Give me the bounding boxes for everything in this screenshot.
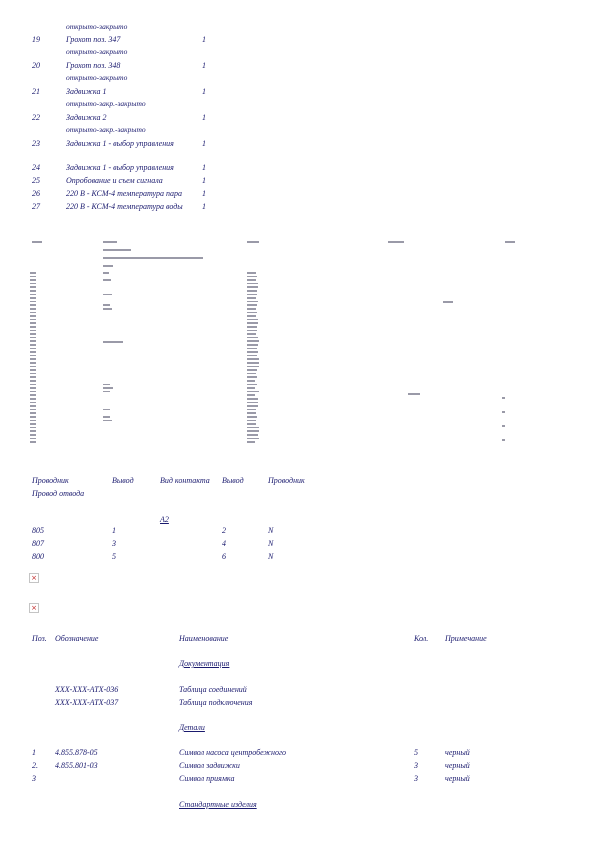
header-position: Поз. <box>32 634 47 643</box>
list-row-num: 23 <box>32 139 40 148</box>
list-first-subline: открыто-закрыто <box>66 22 128 31</box>
illegible-text-mark <box>30 384 36 386</box>
list-row-name: 220 В - КСМ-4 температура пара <box>66 189 182 198</box>
conn-row-out2: 2 <box>222 526 226 535</box>
illegible-text-mark <box>103 420 112 422</box>
list-row-num: 22 <box>32 113 40 122</box>
doc-code: ХХХ-ХХХ-АТХ-036 <box>55 685 119 694</box>
illegible-text-mark <box>30 416 36 418</box>
illegible-text-mark <box>247 322 258 324</box>
header-wire-2: Проводник <box>268 476 305 485</box>
illegible-text-mark <box>103 341 123 343</box>
illegible-text-mark <box>247 294 257 296</box>
section-parts: Детали <box>179 723 205 732</box>
part-note: черный <box>445 774 470 783</box>
illegible-text-mark <box>247 297 256 299</box>
illegible-text-mark <box>30 434 36 436</box>
part-position: 1 <box>32 748 36 757</box>
conn-row-wire2: N <box>268 526 274 535</box>
illegible-text-mark <box>30 315 36 317</box>
illegible-text-mark <box>103 384 110 386</box>
illegible-text-mark <box>103 249 131 251</box>
broken-image-icon: × <box>29 573 39 583</box>
list-row-name: Задвижка 1 <box>66 87 107 96</box>
illegible-text-mark <box>247 326 257 328</box>
illegible-text-mark <box>30 387 36 389</box>
illegible-text-mark <box>247 304 257 306</box>
section-documentation: Документация <box>179 659 230 668</box>
illegible-text-mark <box>103 279 111 281</box>
illegible-text-mark <box>30 348 36 350</box>
illegible-text-mark <box>247 405 258 407</box>
illegible-text-mark <box>502 425 505 427</box>
illegible-text-mark <box>103 257 203 259</box>
conn-row-wire2: N <box>268 539 274 548</box>
illegible-text-mark <box>30 369 36 371</box>
list-row-name: Грохот поз. 348 <box>66 61 121 70</box>
illegible-text-mark <box>30 344 36 346</box>
conn-row-wire: 805 <box>32 526 44 535</box>
part-name: Символ приямка <box>179 774 235 783</box>
illegible-text-mark <box>103 409 110 411</box>
illegible-text-mark <box>30 283 36 285</box>
illegible-text-mark <box>30 362 36 364</box>
illegible-text-mark <box>30 351 36 353</box>
header-note: Примечание <box>445 634 487 643</box>
part-name: Символ задвижки <box>179 761 240 770</box>
illegible-text-mark <box>247 283 258 285</box>
illegible-text-mark <box>30 290 36 292</box>
illegible-text-mark <box>30 441 36 443</box>
part-note: черный <box>445 761 470 770</box>
illegible-text-mark <box>247 340 259 342</box>
header-wire-1: Проводник <box>32 476 69 485</box>
illegible-text-mark <box>247 358 259 360</box>
list-row-qty: 1 <box>202 35 206 44</box>
illegible-text-mark <box>388 241 404 243</box>
illegible-text-mark <box>247 402 258 404</box>
illegible-text-mark <box>247 272 256 274</box>
conn-row-out2: 6 <box>222 552 226 561</box>
list-row-qty: 1 <box>202 163 206 172</box>
list-row-num: 26 <box>32 189 40 198</box>
illegible-text-mark <box>247 241 259 243</box>
section-standard-items: Стандартные изделия <box>179 800 257 809</box>
illegible-text-mark <box>247 391 259 393</box>
part-position: 3 <box>32 774 36 783</box>
illegible-text-mark <box>247 276 257 278</box>
list-row-name: Задвижка 2 <box>66 113 107 122</box>
list-row-name: Опробование и съем сигнала <box>66 176 163 185</box>
illegible-text-mark <box>30 279 36 281</box>
illegible-text-mark <box>30 337 36 339</box>
illegible-text-mark <box>103 308 112 310</box>
illegible-text-mark <box>443 301 453 303</box>
list-row-num: 24 <box>32 163 40 172</box>
illegible-text-mark <box>30 276 36 278</box>
illegible-text-mark <box>30 394 36 396</box>
conn-row-out1: 5 <box>112 552 116 561</box>
illegible-text-mark <box>247 394 255 396</box>
illegible-text-mark <box>247 427 259 429</box>
illegible-text-mark <box>103 304 110 306</box>
illegible-text-mark <box>247 355 257 357</box>
illegible-text-mark <box>30 427 36 429</box>
illegible-text-mark <box>505 241 515 243</box>
doc-name: Таблица подключения <box>179 698 253 707</box>
list-row-qty: 1 <box>202 139 206 148</box>
part-position: 2. <box>32 761 38 770</box>
illegible-text-mark <box>247 416 257 418</box>
illegible-text-mark <box>247 441 255 443</box>
list-row-name: Задвижка 1 - выбор управления <box>66 163 174 172</box>
illegible-text-mark <box>247 351 258 353</box>
conn-row-wire: 800 <box>32 552 44 561</box>
block-label: A2 <box>160 515 169 524</box>
conn-row-wire: 807 <box>32 539 44 548</box>
illegible-text-mark <box>247 376 257 378</box>
part-quantity: 5 <box>414 748 418 757</box>
illegible-text-mark <box>103 387 113 389</box>
illegible-text-mark <box>30 326 36 328</box>
illegible-text-mark <box>247 286 258 288</box>
list-row-subline: открыто-закрыто <box>66 73 128 82</box>
illegible-text-mark <box>247 366 259 368</box>
illegible-text-mark <box>247 333 256 335</box>
illegible-text-mark <box>247 384 257 386</box>
part-quantity: 3 <box>414 774 418 783</box>
list-row-num: 25 <box>32 176 40 185</box>
illegible-text-mark <box>30 423 36 425</box>
illegible-text-mark <box>30 322 36 324</box>
illegible-text-mark <box>30 376 36 378</box>
list-row-subline: открыто-закр.-закрыто <box>66 99 146 108</box>
list-row-subline: открыто-закр.-закрыто <box>66 125 146 134</box>
illegible-text-mark <box>30 402 36 404</box>
illegible-text-mark <box>408 393 420 395</box>
illegible-text-mark <box>30 391 36 393</box>
illegible-text-mark <box>30 358 36 360</box>
illegible-text-mark <box>30 301 36 303</box>
header-name: Наименование <box>179 634 229 643</box>
broken-image-icon: × <box>29 603 39 613</box>
header-output-1: Вывод <box>112 476 134 485</box>
illegible-text-mark <box>30 409 36 411</box>
list-row-name: Грохот поз. 347 <box>66 35 121 44</box>
illegible-text-mark <box>103 391 110 393</box>
illegible-text-mark <box>247 369 257 371</box>
illegible-text-mark <box>30 438 36 440</box>
illegible-text-mark <box>30 330 36 332</box>
illegible-text-mark <box>247 315 256 317</box>
part-code: 4.855.878-05 <box>55 748 98 757</box>
header-output-2: Вывод <box>222 476 244 485</box>
illegible-text-mark <box>247 337 258 339</box>
illegible-text-mark <box>103 272 109 274</box>
list-row-name: Задвижка 1 - выбор управления <box>66 139 174 148</box>
illegible-text-mark <box>30 308 36 310</box>
illegible-text-mark <box>247 330 257 332</box>
illegible-text-mark <box>30 355 36 357</box>
illegible-text-mark <box>30 272 36 274</box>
illegible-text-mark <box>247 380 255 382</box>
illegible-text-mark <box>247 362 259 364</box>
illegible-text-mark <box>103 265 113 267</box>
list-row-num: 20 <box>32 61 40 70</box>
list-row-num: 27 <box>32 202 40 211</box>
list-row-num: 21 <box>32 87 40 96</box>
illegible-text-mark <box>247 438 259 440</box>
conn-row-wire2: N <box>268 552 274 561</box>
illegible-text-mark <box>247 290 257 292</box>
header-branch-wire: Провод отвода <box>32 489 85 498</box>
illegible-text-mark <box>247 348 257 350</box>
illegible-text-mark <box>30 340 36 342</box>
list-row-qty: 1 <box>202 189 206 198</box>
illegible-text-mark <box>30 412 36 414</box>
header-quantity: Кол. <box>414 634 429 643</box>
part-note: черный <box>445 748 470 757</box>
illegible-text-mark <box>30 380 36 382</box>
illegible-text-mark <box>247 430 259 432</box>
conn-row-out2: 4 <box>222 539 226 548</box>
illegible-text-mark <box>247 412 256 414</box>
header-designation: Обозначение <box>55 634 99 643</box>
list-row-qty: 1 <box>202 61 206 70</box>
conn-row-out1: 3 <box>112 539 116 548</box>
list-row-name: 220 В - КСМ-4 температура воды <box>66 202 183 211</box>
illegible-text-mark <box>30 333 36 335</box>
illegible-text-mark <box>247 344 258 346</box>
part-code: 4.855.801-03 <box>55 761 98 770</box>
illegible-text-mark <box>30 304 36 306</box>
illegible-text-mark <box>247 434 258 436</box>
illegible-text-mark <box>247 308 256 310</box>
illegible-text-mark <box>30 319 36 321</box>
illegible-text-mark <box>103 416 110 418</box>
illegible-text-mark <box>247 387 255 389</box>
illegible-text-mark <box>30 286 36 288</box>
list-row-qty: 1 <box>202 87 206 96</box>
list-row-qty: 1 <box>202 176 206 185</box>
illegible-text-mark <box>247 301 258 303</box>
illegible-text-mark <box>247 312 257 314</box>
illegible-text-mark <box>103 241 117 243</box>
doc-code: ХХХ-ХХХ-АТХ-037 <box>55 698 119 707</box>
part-quantity: 3 <box>414 761 418 770</box>
illegible-text-mark <box>502 411 505 413</box>
list-row-qty: 1 <box>202 202 206 211</box>
illegible-text-mark <box>247 373 256 375</box>
illegible-text-mark <box>30 297 36 299</box>
illegible-text-mark <box>30 398 36 400</box>
part-name: Символ насоса центробежного <box>179 748 287 757</box>
illegible-text-mark <box>247 420 256 422</box>
illegible-text-mark <box>30 366 36 368</box>
doc-name: Таблица соединений <box>179 685 247 694</box>
illegible-text-mark <box>247 409 256 411</box>
illegible-text-mark <box>30 405 36 407</box>
illegible-text-mark <box>30 294 36 296</box>
illegible-text-mark <box>247 319 258 321</box>
illegible-text-mark <box>30 420 36 422</box>
illegible-text-mark <box>247 279 256 281</box>
list-row-num: 19 <box>32 35 40 44</box>
list-row-qty: 1 <box>202 113 206 122</box>
illegible-text-mark <box>103 294 112 296</box>
list-row-subline: открыто-закрыто <box>66 47 128 56</box>
illegible-text-mark <box>30 373 36 375</box>
illegible-text-mark <box>30 312 36 314</box>
illegible-text-mark <box>502 397 505 399</box>
illegible-text-mark <box>32 241 42 243</box>
illegible-text-mark <box>247 398 258 400</box>
illegible-text-mark <box>502 439 505 441</box>
illegible-text-mark <box>247 423 256 425</box>
illegible-text-mark <box>30 430 36 432</box>
conn-row-out1: 1 <box>112 526 116 535</box>
header-contact-type: Вид контакта <box>160 476 210 485</box>
